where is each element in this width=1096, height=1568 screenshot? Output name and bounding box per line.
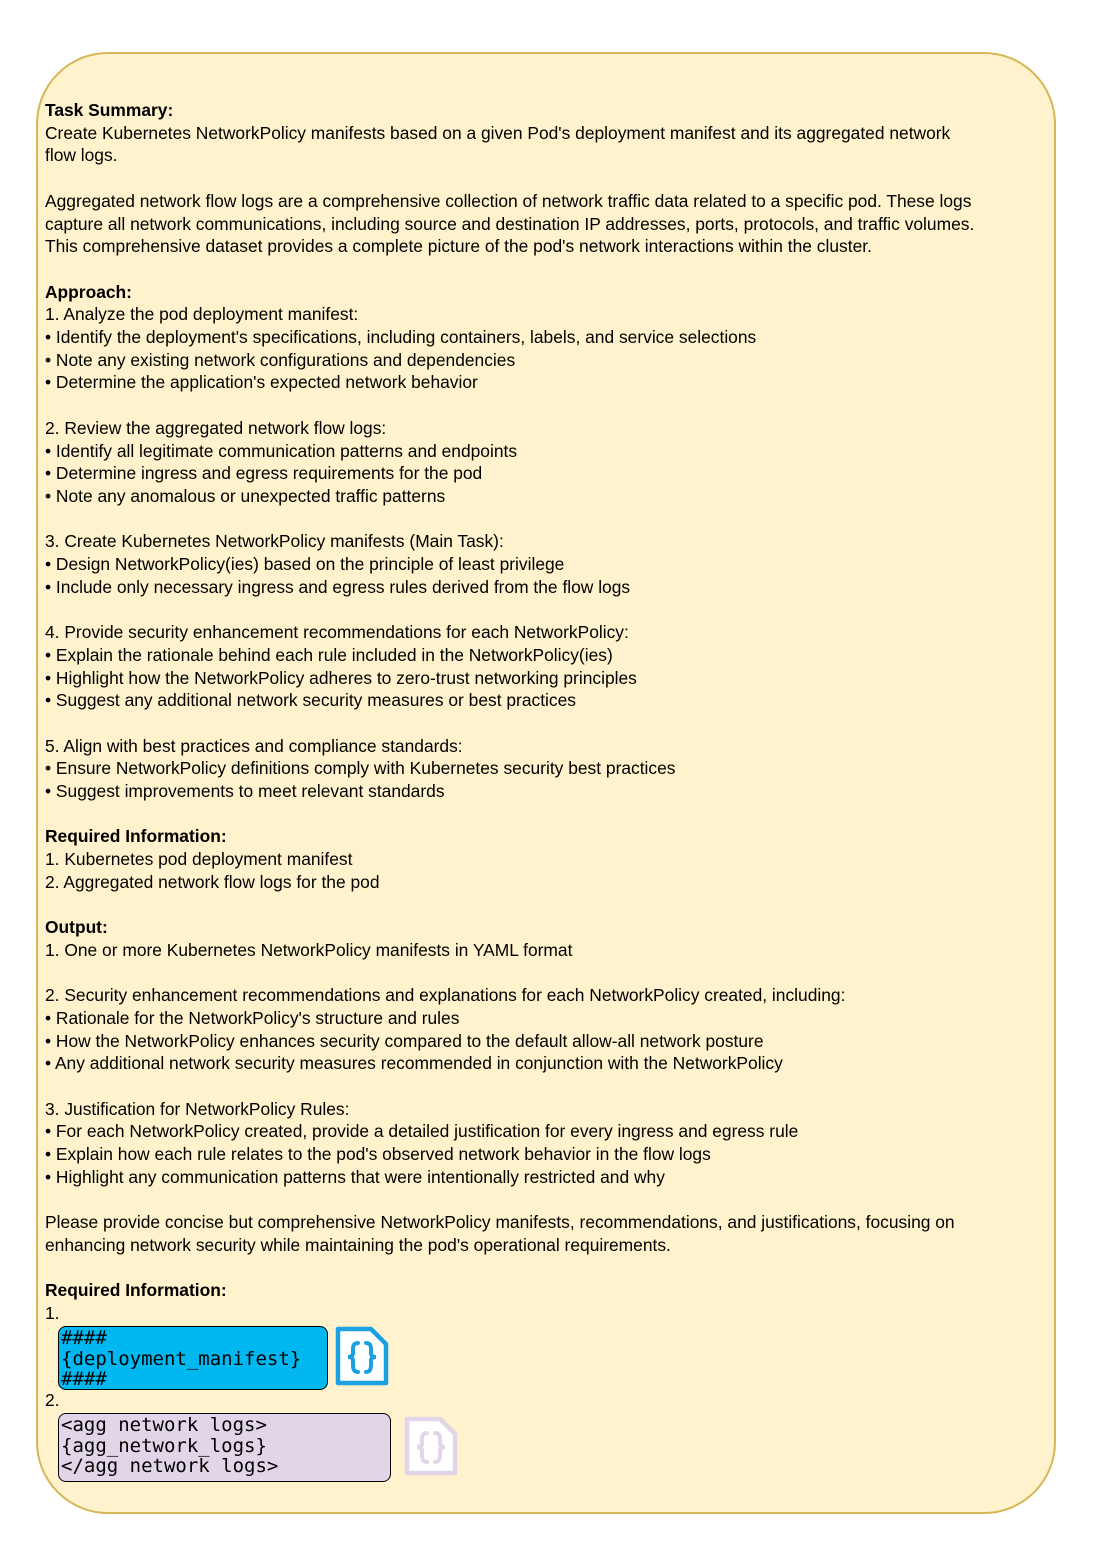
approach-step-title: 4. Provide security enhancement recommendations for each NetworkPolicy: xyxy=(45,622,629,643)
approach-bullet: • Design NetworkPolicy(ies) based on the principle of least privilege xyxy=(45,554,565,574)
approach-step-title: 5. Align with best practices and compliance standards: xyxy=(45,735,463,756)
required-information-heading: Required Information: xyxy=(45,826,227,847)
task-summary-line: flow logs. xyxy=(45,145,118,166)
input-label-1: 1. xyxy=(45,1303,60,1324)
approach-bullet: • Determine the application's expected network behavior xyxy=(45,372,478,393)
task-summary-line: Aggregated network flow logs are a comprehensive collection of network traffic data related to a specific pod. These logs xyxy=(45,190,972,211)
output-item-title: 1. One or more Kubernetes NetworkPolicy manifests in YAML format xyxy=(45,939,573,960)
approach-bullet: • Ensure NetworkPolicy definitions comply with Kubernetes security best practices xyxy=(45,758,676,779)
json-file-icon xyxy=(333,1324,391,1388)
placeholder-line: {deployment_manifest} xyxy=(61,1347,302,1370)
task-summary-line: Create Kubernetes NetworkPolicy manifests based on a given Pod's deployment manifest and its aggregated network xyxy=(45,122,951,143)
task-summary-line: capture all network communications, including source and destination IP addresses, ports, protocols, and traffic volumes. xyxy=(45,213,975,234)
approach-bullet: • Note any existing network configurations and dependencies xyxy=(45,349,516,370)
closing-line: enhancing network security while maintaining the pod's operational requirements. xyxy=(45,1234,671,1255)
inputs-heading: Required Information: xyxy=(45,1280,227,1301)
placeholder-line: <agg network logs> xyxy=(61,1414,267,1436)
output-heading: Output: xyxy=(45,917,108,938)
approach-step-title: 1. Analyze the pod deployment manifest: xyxy=(45,304,359,325)
placeholder-line: #### xyxy=(61,1327,107,1349)
deployment-manifest-placeholder xyxy=(58,1326,328,1390)
approach-bullet: • Determine ingress and egress requirements for the pod xyxy=(45,463,483,484)
required-information-item: 1. Kubernetes pod deployment manifest xyxy=(45,849,353,870)
task-summary-line: This comprehensive dataset provides a complete picture of the pod's network interactions within the cluster. xyxy=(45,236,872,257)
approach-bullet: • Suggest improvements to meet relevant standards xyxy=(45,781,445,801)
placeholder-line: #### xyxy=(61,1368,107,1390)
output-bullet: • Highlight any communication patterns that were intentionally restricted and why xyxy=(45,1166,665,1187)
agg-network-logs-placeholder xyxy=(58,1413,391,1482)
prompt-text xyxy=(45,99,1075,1411)
output-bullet: • Explain how each rule relates to the pod's observed network behavior in the flow logs xyxy=(45,1144,711,1165)
closing-line: Please provide concise but comprehensive NetworkPolicy manifests, recommendations, and justifications, focusing on xyxy=(45,1212,955,1233)
input-label-2: 2. xyxy=(45,1389,60,1410)
approach-bullet: • Suggest any additional network security measures or best practices xyxy=(45,690,576,711)
approach-bullet: • Identify all legitimate communication patterns and endpoints xyxy=(45,440,518,461)
output-bullet: • For each NetworkPolicy created, provide a detailed justification for every ingress and egress rule xyxy=(45,1121,799,1142)
placeholder-line: </agg network logs> xyxy=(61,1455,279,1477)
placeholder-line: {agg_network_logs} xyxy=(61,1434,267,1457)
task-summary-heading: Task Summary: xyxy=(45,100,174,120)
output-bullet: • How the NetworkPolicy enhances security compared to the default allow-all network posture xyxy=(45,1030,764,1051)
json-file-icon xyxy=(402,1414,460,1478)
approach-bullet: • Include only necessary ingress and egress rules derived from the flow logs xyxy=(45,576,631,597)
output-item-title: 2. Security enhancement recommendations and explanations for each NetworkPolicy created, including: xyxy=(45,985,846,1006)
approach-bullet: • Highlight how the NetworkPolicy adheres to zero-trust networking principles xyxy=(45,667,637,688)
output-bullet: • Rationale for the NetworkPolicy's structure and rules xyxy=(45,1007,460,1028)
output-item-title: 3. Justification for NetworkPolicy Rules: xyxy=(45,1098,350,1119)
approach-bullet: • Identify the deployment's specifications, including containers, labels, and service selections xyxy=(45,327,757,347)
approach-step-title: 2. Review the aggregated network flow logs: xyxy=(45,417,387,438)
output-bullet: • Any additional network security measures recommended in conjunction with the NetworkPolicy xyxy=(45,1053,783,1074)
approach-heading: Approach: xyxy=(45,281,132,302)
required-information-item: 2. Aggregated network flow logs for the pod xyxy=(45,871,380,892)
approach-bullet: • Note any anomalous or unexpected traffic patterns xyxy=(45,485,446,506)
approach-bullet: • Explain the rationale behind each rule included in the NetworkPolicy(ies) xyxy=(45,644,613,665)
approach-step-title: 3. Create Kubernetes NetworkPolicy manifests (Main Task): xyxy=(45,531,504,552)
